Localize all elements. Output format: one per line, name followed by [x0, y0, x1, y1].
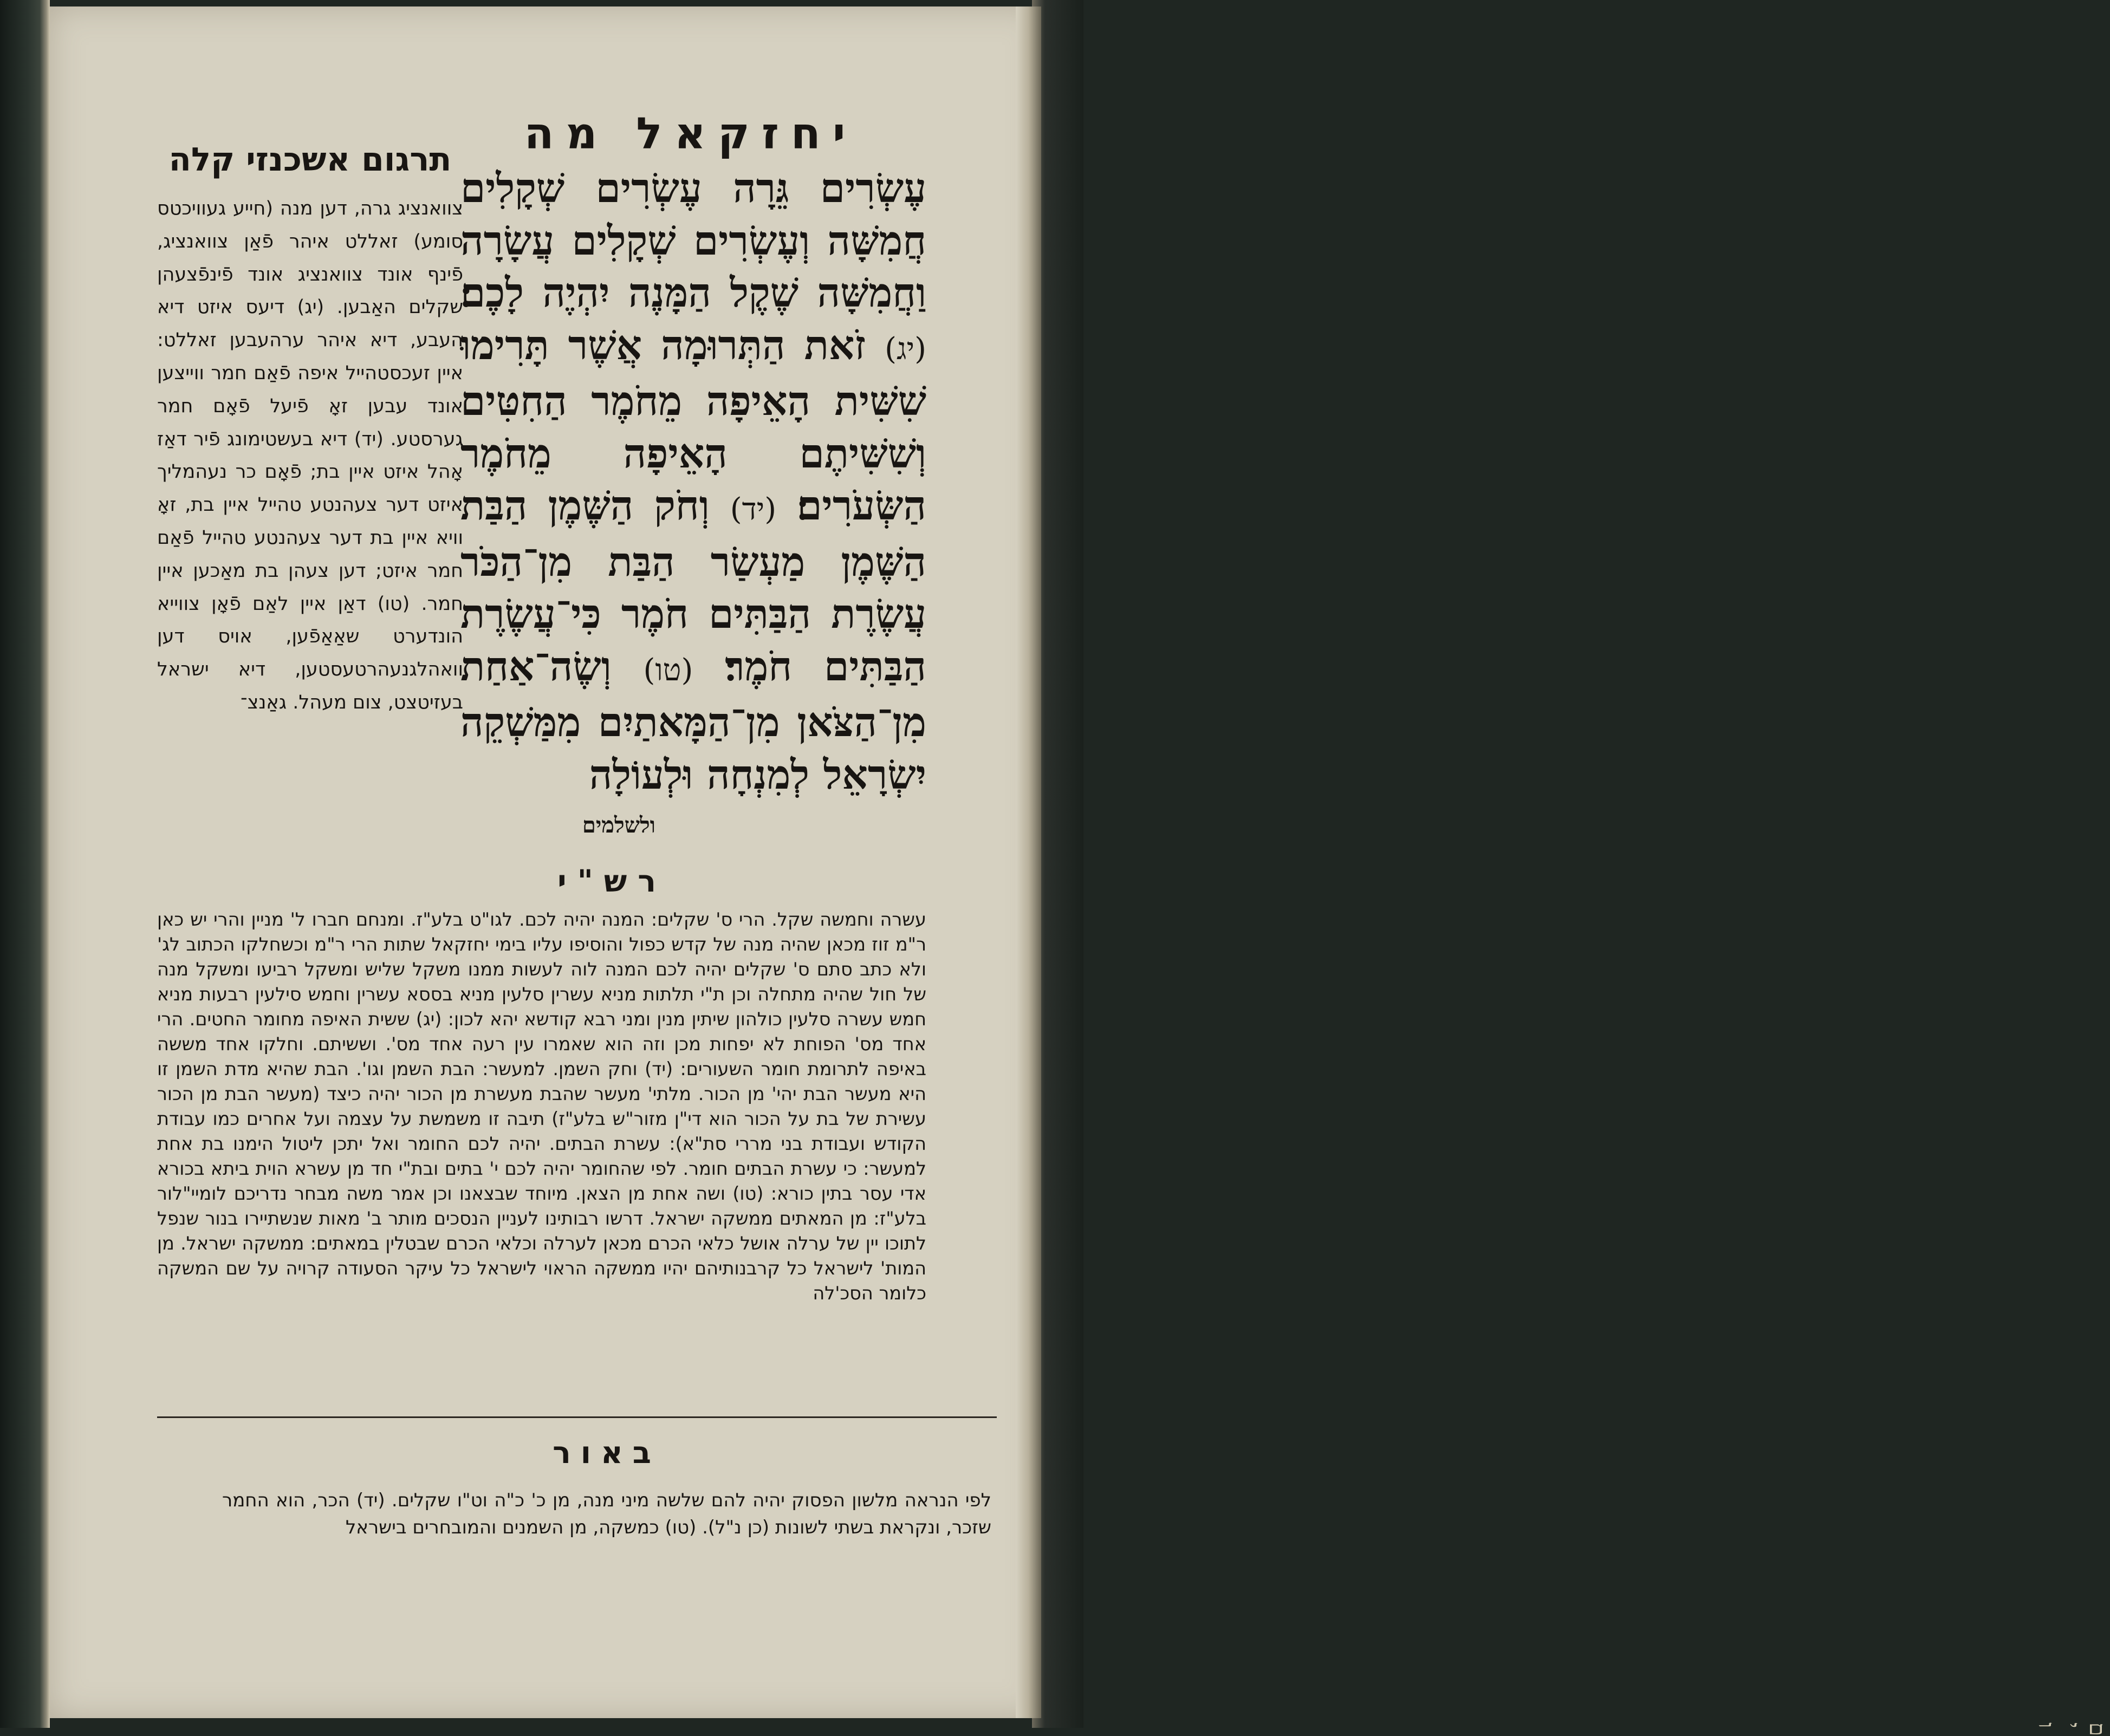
book-binding-left — [0, 0, 50, 1728]
verse-15-text: וְשֶׂה־אַחַת מִן־הַצֹּאן מִן־הַמָּאתַיִם מִמַּשְׁקֵה יִשְׂרָאֵל לְמִנְחָה וּלְעוֹלָה — [460, 643, 926, 798]
biur-header: באור — [553, 1435, 661, 1471]
verse-12-text: עֶשְׂרִים גֵּרָה עֶשְׂרִים שְׁקָלִים חֲמִשָּׁה וְעֶשְׂרִים שְׁקָלִים עֲשָׂרָה וַחֲמִשָּׁה שֶׁקֶל הַמָּנֶה יִהְיֶה לָכֶם׃ — [460, 165, 926, 316]
verse-13-text: זֹאת הַתְּרוּמָה אֲשֶׁר תָּרִימוּ שִׁשִּׁית הָאֵיפָה מֵחֹמֶר הַחִטִּים וְשִׁשִּׁיתֶם הָאֵיפָה מֵחֹמֶר הַשְּׂעֹרִים׃ — [460, 322, 926, 529]
verse-14-number: (יד) — [730, 492, 777, 527]
targum-header: תרגום אשכנזי קלה — [168, 141, 452, 179]
verse-14-text: וְחֹק הַשֶּׁמֶן הַבַּת הַשֶּׁמֶן מַעְשַׂר הַבַּת מִן־הַכֹּר עֲשֶׂרֶת הַבַּתִּים חֹמֶר כִּי־עֲשֶׂרֶת הַבַּתִּים חֹמֶר׃ — [460, 483, 926, 690]
section-divider — [157, 1416, 997, 1418]
rashi-commentary: עשרה וחמשה שקל. הרי ס' שקלים: המנה יהיה לכם. לגו"ט בלע"ז. ומנחם חברו ל' מניין והרי יש כאן ר"מ זוז מכאן שהיה מנה של קדש כפול והוסיפו עליו בימי יחזקאל שתות הרי ר"מ וכשחלקו הכתוב לג' ולא כתב סתם ס' שקלים יהיה לכם המנה לוה לעשות ממנו משקל שליש ומשקל רביעו ומשקל מנה של חול שהיה מתחלה וכן ת"י תלתות מניא עשרין סלעין מניא בססא עשרין וחמש סילעין רבעות מניא חמש עשרה סלעין כולהון שיתין מנין ומני רבא קודשא יהא לכון: (יג) ששית האיפה מחומר החטים. הרי אחד מס' הפוחת לא יפחות מכן וזה הוא שאמרו עין רעה אחד מס'. וששיתם. וחלקו אחד מששה באיפה לתרומת חומר השעורים: (יד) וחק השמן. למעשר: הבת השמן וגו'. הבת שהיא מדת השמן זו היא מעשר הבת יהי' מן הכור. מלתי' מעשר שהבת מעשרת מן הכור יהיה כיצד (מעשר הבת מן הכור עשירת של בת על הכור הוא די"ן מזור"ש בלע"ז) תיבה זו משמשת על עצמה ועל אחרים כמו עבודת הקודש ועבודת בני מררי סת"א): עשרת הבתים. יהיה לכם החומר ואל יתכן ליטול הימנו בת אחת למעשר: כי עשרת הבתים חומר. לפי שהחומר יהיה לכם י' בתים ובת"י חד מן עשרא הוית ביתא בכורא אדי עסר בתין כורא: (טו) ושה אחת מן הצאן. מיוחד שבצאנו וכן אמר משה מבחר נדריכם לומיי"לור בלע"ז: מן המאתים ממשקה ישראל. דרשו רבותינו לעניין הנסכים מותר ב' מאות שנשתיירו בנור שנפל לתוכו יין של ערלה אושל כלאי הכרם מכאן לערלה וכלאי הכרם שבטלין במאתים: ממשקה ישראל. מן המות' לישראל כל קרבנותיהם יהיו ממשקה הראוי לישראל כל עיקר הסעודה קרויה על שם המשקה כלומר הסכ'לה — [157, 909, 926, 1304]
biur-commentary: לפי הנראה מלשון הפסוק יהיה להם שלשה מיני מנה, מן כ' כ"ה וט"ו שקלים. (יד) הכר, הוא החמר שזכר, ונקראת בשתי לשונות (כן נ"ל). (טו) כמשקה, מן השמנים והמובחרים בישראל — [222, 1490, 991, 1538]
rashi-header: רש"י — [557, 864, 667, 899]
chapter-header: יחזקאל מה — [524, 108, 858, 159]
verse-13-number: (יג) — [885, 331, 926, 367]
next-page-glyphs: ם י ו — [2034, 1722, 2109, 1736]
verse-15-number: (טו) — [643, 652, 693, 688]
targum-text: צוואנציג גרה, דען מנה (חייע געוויכטס סומע) זאללט איהר פֿאַן צוואנציג, פֿינף אונד צוואנציג אונד פֿינפֿצעהן שקלים האַבען. (יג) דיעס איזט דיא העבע, דיא איהר ערהעבען זאללט: איין זעכסטהייל איפה פֿאַם חמר ווייצען אונד עבען זאָ פֿיעל פֿאָם חמר גערסטע. (יד) דיא בעשטימונג פֿיר דאַז אָהל איזט איין בת; פֿאָם כר נעהמליך איזט דער צעהנטע טהייל איין בת, זאָ וויא איין בת דער צעהנטע טהייל פֿאַם חמר איזט; דען צעהן בת מאַכען איין חמר. (טו) דאַן איין לאַם פֿאָן צווייא הונדערט שאַאַפֿען, אויס דען וואהלגנעהרטעסטען, דיא ישראל בעזיטצט, צום מעהל. גאַנצ־ — [157, 198, 463, 713]
scripture-verses — [460, 162, 926, 834]
catchword: ולשלמים — [582, 812, 655, 838]
page-gutter — [1016, 6, 1041, 1718]
